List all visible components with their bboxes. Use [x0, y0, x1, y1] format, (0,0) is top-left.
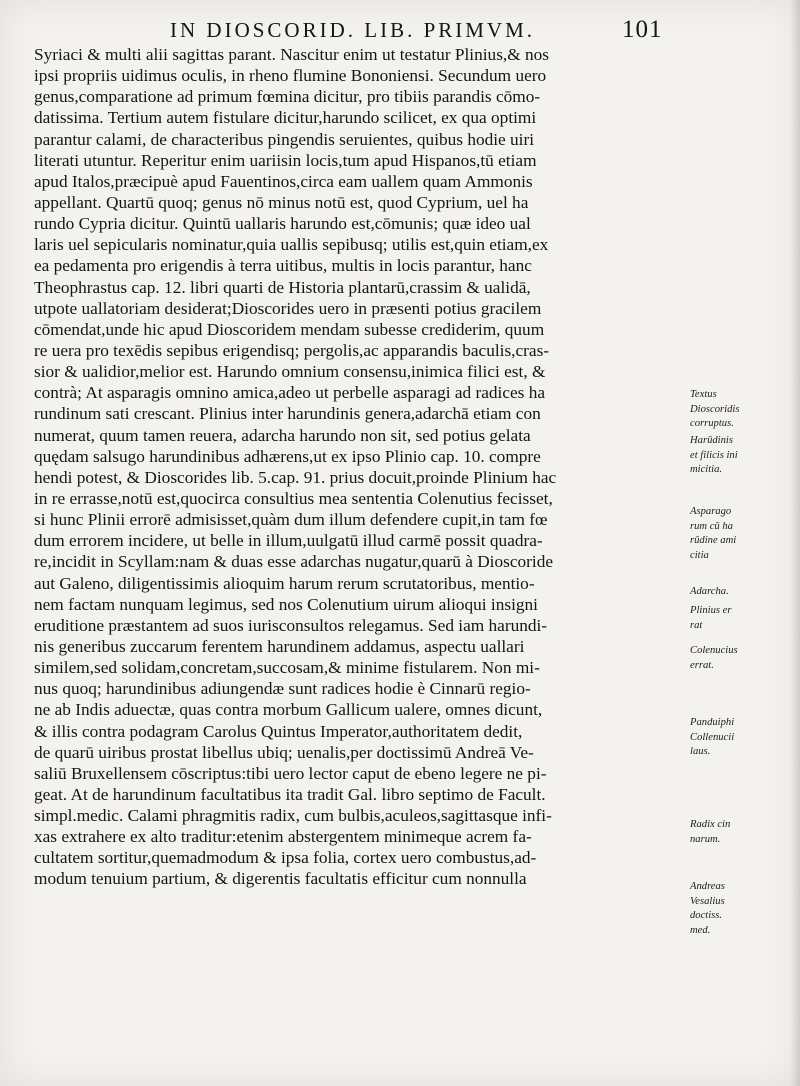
- text-line: sior & ualidior,melior est. Harundo omnium consensu,inimica filici est, &: [34, 362, 546, 382]
- margin-note-line: med.: [690, 924, 711, 936]
- text-line: in re errasse,notū est,quocirca consultius mea sententia Colenutius fecisset,: [34, 488, 553, 508]
- text-line: cultatem sortitur,quemadmodum & ipsa folia, cortex uero combustus,ad-: [34, 848, 537, 868]
- text-line: nem factam nunquam legimus, sed nos Colenutium uirum alioqui insigni: [34, 594, 538, 614]
- text-line: ipsi propriis uidimus oculis, in rheno flumine Bononiensi. Secundum uero: [34, 66, 547, 86]
- main-text-column: [34, 44, 686, 890]
- text-line: parantur calami, de characteribus pingendis seruientes, quibus hodie uiri: [34, 129, 535, 149]
- text-line: aut Galeno, diligentissimis alioquim harum rerum scrutatoribus, mentio-: [34, 573, 535, 593]
- margin-note-line: narum.: [690, 833, 721, 845]
- margin-note-line: micitia.: [690, 464, 723, 476]
- text-line: geat. At de harundinum facultatibus ita tradit Gal. libro septimo de Facult.: [34, 784, 546, 804]
- text-line: Syriaci & multi alii sagittas parant. Nascitur enim ut testatur Plinius,& nos: [34, 45, 550, 64]
- margin-note-line: Collenucii: [690, 731, 735, 743]
- text-line: appellant. Quartū quoq; genus nō minus notū est, quod Cyprium, uel ha: [34, 192, 529, 212]
- margin-note-line: laus.: [690, 746, 711, 758]
- margin-note-textus: [690, 388, 739, 432]
- margin-note-line: doctiss.: [690, 910, 723, 922]
- text-line: quędam salsugo harundinibus adhærens,ut ex ipso Plinio cap. 10. compre: [34, 446, 541, 466]
- margin-note-line: rat: [690, 619, 703, 631]
- text-line: utpote uallatoriam desiderat;Dioscorides uero in præsenti potius gracilem: [34, 298, 542, 318]
- text-line: saliū Bruxellensem cōscriptus:tibi uero lector caput de ebeno legere ne pi-: [34, 763, 547, 783]
- page-header: [0, 14, 800, 42]
- text-line: numerat, quum tamen reuera, adarcha harundo non sit, sed potius gelata: [34, 425, 531, 445]
- text-line: nis generibus zuccarum ferentem harundinem addamus, aspectu uallari: [34, 636, 525, 656]
- text-line: similem,sed solidam,concretam,succosam,& minime fistularem. Non mi-: [34, 658, 540, 678]
- text-line: xas extrahere ex alto traditur:etenim abstergentem minimeque acrem fa-: [34, 827, 532, 847]
- text-line: apud Italos,præcipuè apud Fauentinos,circa eam uallem quam Ammonis: [34, 171, 533, 191]
- text-line: re uera pro texēdis sepibus erigendisq; pergolis,ac apparandis baculis,cras-: [34, 340, 550, 360]
- margin-note-line: Vesalius: [690, 895, 725, 907]
- margin-note-line: Dioscoridis: [690, 403, 740, 415]
- running-head: IN DIOSCORID. LIB. PRIMVM.: [170, 18, 536, 42]
- text-line: genus,comparatione ad primum fœmina dicitur, pro tibiis parandis cōmo-: [34, 87, 541, 107]
- text-line: laris uel sepicularis nominatur,quia uallis sepibusq; utilis est,quin etiam,ex: [34, 235, 549, 255]
- margin-note-line: Adarcha.: [690, 586, 729, 597]
- text-line: contrà; At asparagis omnino amica,adeo ut perbelle asparagi ad radices ha: [34, 383, 546, 403]
- margin-note-line: Colenucius: [690, 645, 738, 656]
- text-line: literati utuntur. Reperitur enim uariisin locis,tum apud Hispanos,tū etiam: [34, 150, 537, 170]
- margin-note-andreas: [690, 880, 725, 938]
- margin-note-line: Asparago: [690, 506, 732, 517]
- margin-note-line: errat.: [690, 659, 714, 671]
- page-edge-shadow: [790, 0, 800, 1086]
- margin-note-colenucius: [690, 644, 738, 673]
- margin-note-line: rum cū ha: [690, 520, 733, 532]
- text-line: datissima. Tertium autem fistulare dicitur,harundo scilicet, ex qua optimi: [34, 108, 537, 128]
- text-line: de quarū uiribus prostat libellus ubiq; uenalis,per doctissimū Andreā Ve-: [34, 742, 534, 762]
- text-line: rundinum sati crescant. Plinius inter harundinis genera,adarchā etiam con: [34, 404, 541, 424]
- margin-note-adarcha: [690, 585, 729, 600]
- margin-note-harundinis: [690, 434, 738, 478]
- text-line: cōmendat,unde hic apud Dioscoridem mendam subesse crediderim, quum: [34, 319, 545, 339]
- text-line: & illis contra podagram Carolus Quintus Imperator,authoritatem dedit,: [34, 721, 523, 741]
- margin-note-line: Textus: [690, 389, 717, 400]
- text-line: ea pedamenta pro erigendis à terra uitibus, multis in locis parantur, hanc: [34, 256, 532, 276]
- margin-note-line: Andreas: [690, 881, 725, 892]
- margin-note-line: rūdine ami: [690, 535, 737, 547]
- page-number: 101: [622, 16, 663, 43]
- text-line: rundo Cypria dicitur. Quintū uallaris harundo est,cōmunis; quæ ideo ual: [34, 214, 531, 234]
- margin-note-line: Radix cin: [690, 819, 731, 830]
- text-line: Theophrastus cap. 12. libri quarti de Historia plantarū,crassim & ualidā,: [34, 277, 531, 297]
- margin-note-panduiphi: [690, 716, 734, 760]
- text-line: si hunc Plinii errorē admisisset,quàm dum illum defendere cupit,in tam fœ: [34, 510, 548, 530]
- text-line: hendi potest, & Dioscorides lib. 5.cap. 91. prius docuit,proinde Plinium hac: [34, 467, 557, 487]
- margin-note-line: citia: [690, 549, 709, 561]
- margin-note-line: Plinius er: [690, 605, 732, 616]
- text-line: ne ab Indis aduectæ, quas contra morbum Gallicum ualere, omnes dicunt,: [34, 700, 543, 720]
- margin-note-line: corruptus.: [690, 418, 734, 430]
- text-line: simpl.medic. Calami phragmitis radix, cum bulbis,aculeos,sagittasque infi-: [34, 806, 552, 826]
- margin-note-line: et filicis ini: [690, 449, 738, 461]
- margin-note-plinius: [690, 604, 732, 633]
- margin-note-radix: [690, 818, 730, 847]
- margin-note-line: Harūdinis: [690, 435, 733, 446]
- text-line: eruditione præstantem ad suos iurisconsultos relegamus. Sed iam harundi-: [34, 615, 548, 635]
- margin-note-line: Panduiphi: [690, 717, 735, 728]
- text-line: modum tenuium partium, & digerentis facultatis efficitur cum nonnulla: [34, 869, 527, 889]
- text-line: re,incidit in Scyllam:nam & duas esse adarchas nugatur,quarū à Dioscoride: [34, 552, 554, 572]
- text-line: dum errorem incidere, ut belle in illum,uulgatū illud carmē possit quadra-: [34, 531, 543, 551]
- text-line: nus quoq; harundinibus adiungendæ sunt radices hodie è Cinnarū regio-: [34, 679, 531, 699]
- margin-note-asparago: [690, 505, 736, 563]
